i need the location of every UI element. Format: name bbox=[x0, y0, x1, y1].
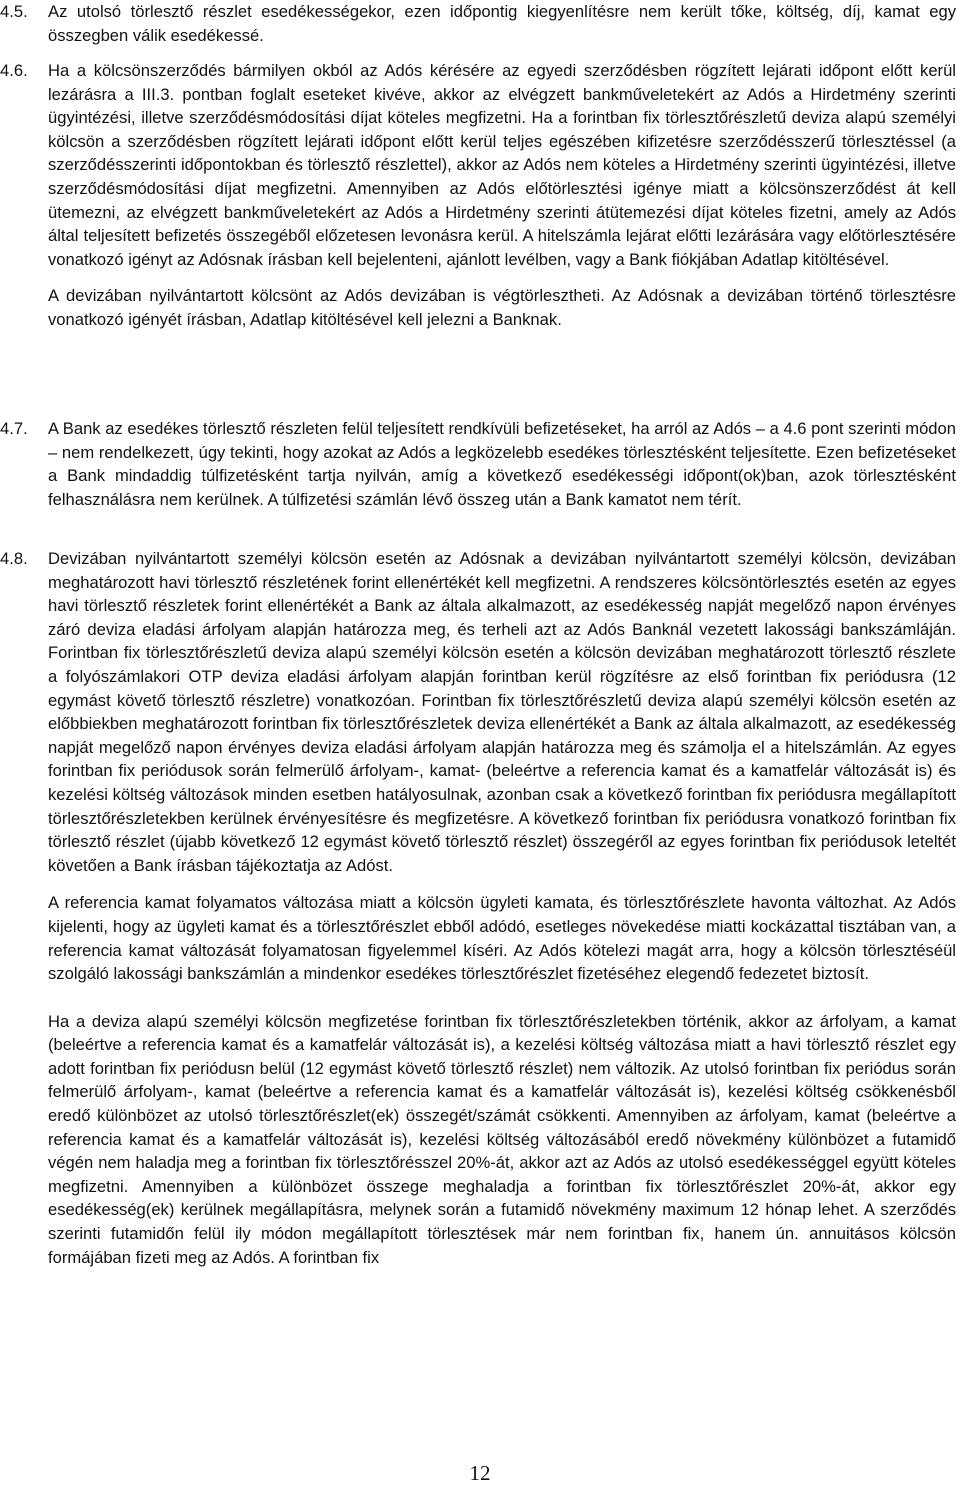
section-4-6 bbox=[0, 59, 960, 332]
page-number: 12 bbox=[469, 1461, 491, 1485]
section-number: 4.8. bbox=[0, 549, 28, 568]
paragraph: Ha a kölcsönszerződés bármilyen okból az Adós kérésére az egyedi szerződésben rögzített lejárati időpont előtt kerül lezárásra a III.3. pontban foglalt eseteket kivéve, akkor az elvégzett bankműveletekért az Adós a Hirdetmény szerinti ügyintézési, illetve szerződésmódosítási díjat köteles megfizetni. Ha a forintban fix törlesztőrészletű deviza alapú személyi kölcsön a szerződésben rögzített lejárati időpont előtt kerül teljes egészében kifizetésre szerződésszerű törlesztéssel (a szerződésszerinti időpontokban és törlesztő részlettel), akkor az Adós nem köteles a Hirdetmény szerinti ügyintézési, illetve szerződésmódosítási díjat megfizetni. Amennyiben az Adós előtörlesztési igénye miatt a kölcsönszerződést át kell ütemezni, az elvégzett bankműveletekért az Adós a Hirdetmény szerinti átütemezési díjat köteles fizetni, amely az Adós által teljesített befizetés összegéből előzetesen levonásra kerül. A hitelszámla lejárat előtti lezárására vagy előtörlesztésére vonatkozó igényt az Adósnak írásban kell bejelenteni, ajánlott levélben, vagy a Bank fiókjában Adatlap kitöltésével. bbox=[48, 61, 956, 269]
paragraph: A Bank az esedékes törlesztő részleten felül teljesített rendkívüli befizetéseket, ha arról az Adós – a 4.6 pont szerinti módon – nem rendelkezett, úgy tekinti, hogy azokat az Adós a legközelebb esedékes törlesztésként teljesítette. Ezen befizetéseket a Bank mindaddig túlfizetésként tartja nyilván, amíg a következő esedékességi időpont(ok)ban, azok törlesztésként felhasználásra nem kerülnek. A túlfizetési számlán lévő összeg után a Bank kamatot nem térít. bbox=[48, 419, 956, 509]
paragraph: Az utolsó törlesztő részlet esedékességekor, ezen időpontig kiegyenlítésre nem került tőke, költség, díj, kamat egy összegben válik esedékessé. bbox=[48, 2, 956, 45]
paragraph: Devizában nyilvántartott személyi kölcsön esetén az Adósnak a devizában nyilvántartott személyi kölcsön, devizában meghatározott havi törlesztő részletének forint ellenértékét kell megfizetni. A rendszeres kölcsöntörlesztés esetén az egyes havi törlesztő részletek forint ellenértékét a Bank az általa alkalmazott, az esedékesség napját megelőző napon érvényes záró deviza eladási árfolyam alapján határozza meg, és terheli azt az Adós Banknál vezetett lakossági bankszámláján. Forintban fix törlesztőrészletű deviza alapú személyi kölcsön esetén a kölcsön devizában meghatározott törlesztő részlete a folyószámlakori OTP deviza eladási árfolyam alapján forintban kerül rögzítésre az első forintban fix periódusra (12 egymást követő törlesztő részletre) vonatkozóan. Forintban fix törlesztőrészletű deviza alapú személyi kölcsön esetén az előbbiekben meghatározott forintban fix törlesztőrészletek deviza ellenértékét a Bank az általa alkalmazott, az esedékesség napját megelőző napon érvényes deviza eladási árfolyam alapján határozza meg és számolja el a hitelszámlán. Az egyes forintban fix periódusok során felmerülő árfolyam-, kamat- (beleértve a referencia kamat és a kamatfelár változását is) és kezelési költség változások minden esetben hatályosulnak, azonban csak a következő forintban fix periódusra megállapított törlesztőrészletekben kerülnek érvényesítésre és megfizetésre. A következő forintban fix periódusra vonatkozó forintban fix törlesztő részlet (újabb következő 12 egymást követő törlesztő részlet) összegéről az egyes forintban fix periódusok leteltét követően a Bank írásban tájékoztatja az Adóst. bbox=[48, 549, 956, 875]
section-number: 4.7. bbox=[0, 419, 28, 438]
section-4-8 bbox=[0, 547, 960, 1269]
paragraph: Ha a deviza alapú személyi kölcsön megfizetése forintban fix törlesztőrészletekben történik, akkor az árfolyam, a kamat (beleértve a referencia kamat és a kamatfelár változását is), a kezelési költség változása miatt a havi törlesztő részlet egy adott forintban fix periódusn belül (12 egymást követő törlesztő részlet) nem változik. Az utolsó forintban fix periódus során felmerülő árfolyam-, kamat (beleértve a referencia kamat és a kamatfelár változását is), kezelési költség csökkenésből eredő különbözet az utolsó törlesztőrészlet(ek) összegét/számát csökkenti. Amennyiben az árfolyam, kamat (beleértve a referencia kamat és a kamatfelár változását is), kezelési költség változásából eredő növekmény különbözet a futamidő végén nem haladja meg a forintban fix törlesztőrésszel 20%-át, akkor azt az Adós az utolsó esedékességgel együtt köteles megfizetni. Amennyiben a különbözet összege meghaladja a forintban fix törlesztőrészlet 20%-át, akkor egy esedékesség(ek) kerülnek megállapításra, melynek során a futamidő növekmény maximum 12 hónap lehet. A szerződés szerinti futamidőn felül ily módon megállapított törlesztések már nem forintban fix, hanem ún. annuitásos kölcsön formájában fizeti meg az Adós. A forintban fix bbox=[48, 1011, 956, 1267]
section-number: 4.6. bbox=[0, 61, 28, 80]
section-number: 4.5. bbox=[0, 2, 28, 21]
paragraph: A devizában nyilvántartott kölcsönt az Adós devizában is végtörlesztheti. Az Adósnak a devizában történő törlesztésre vonatkozó igényét írásban, Adatlap kitöltésével kell jelezni a Banknak. bbox=[48, 286, 956, 329]
section-4-5 bbox=[0, 0, 960, 47]
paragraph: A referencia kamat folyamatos változása miatt a kölcsön ügyleti kamata, és törlesztőrészlete havonta változhat. Az Adós kijelenti, hogy az ügyleti kamat és a törlesztőrészlet ebből adódó, esetleges növekedése miatti kockázattal tisztában van, a referencia kamat változását folyamatosan figyelemmel kíséri. Az Adós kötelezi magát arra, hogy a kölcsön törlesztéséül szolgáló lakossági bankszámlán a mindenkor esedékes törlesztőrészlet fizetéséhez elegendő fedezetet biztosít. bbox=[48, 893, 956, 984]
section-4-7 bbox=[0, 417, 960, 511]
